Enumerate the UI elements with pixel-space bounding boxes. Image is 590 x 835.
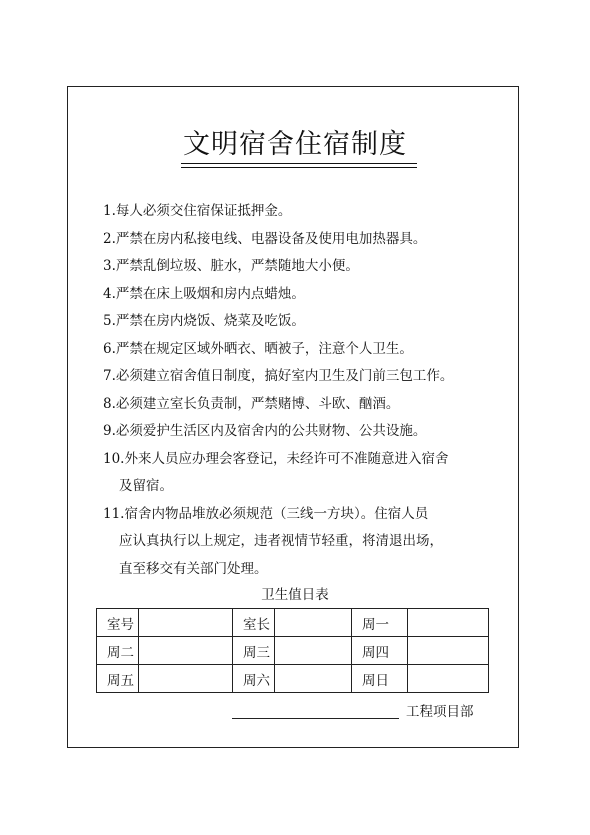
duty-blank-cell[interactable] [408, 665, 489, 693]
department-name: 工程项目部 [406, 704, 474, 720]
duty-label-cell: 周四 [352, 637, 408, 665]
duty-label-cell: 周六 [233, 665, 275, 693]
duty-label-cell: 室号 [97, 609, 139, 637]
duty-table-caption: 卫生值日表 [261, 587, 329, 603]
rule-item: 1.每人必须交住宿保证抵押金。 [103, 203, 292, 219]
duty-label-cell: 周二 [97, 637, 139, 665]
rule-item: 5.严禁在房内烧饭、烧菜及吃饭。 [103, 313, 305, 329]
duty-blank-cell[interactable] [139, 609, 233, 637]
rule-item-continuation: 及留宿。 [119, 478, 173, 494]
rule-item: 3.严禁乱倒垃圾、脏水，严禁随地大小便。 [103, 258, 359, 274]
duty-blank-cell[interactable] [139, 665, 233, 693]
rule-item-continuation: 应认真执行以上规定，违者视情节轻重，将清退出场， [119, 533, 443, 549]
duty-table-row [97, 665, 489, 693]
duty-blank-cell[interactable] [408, 609, 489, 637]
signature-line [232, 718, 399, 719]
duty-blank-cell[interactable] [408, 637, 489, 665]
title-underline [181, 163, 417, 164]
duty-label-cell: 室长 [233, 609, 275, 637]
rule-item: 4.严禁在床上吸烟和房内点蜡烛。 [103, 285, 305, 302]
duty-label-cell: 周日 [352, 665, 408, 693]
duty-blank-cell[interactable] [275, 637, 352, 665]
rule-item: 11.宿舍内物品堆放必须规范（三线一方块）。住宿人员 [103, 505, 429, 522]
rules-list [103, 198, 508, 583]
duty-table [96, 608, 489, 693]
title-underline-double [181, 167, 417, 168]
rule-item: 2.严禁在房内私接电线、电器设备及使用电加热器具。 [103, 230, 427, 247]
rule-item: 9.必须爱护生活区内及宿舍内的公共财物、公共设施。 [103, 423, 427, 439]
rule-item: 8.必须建立室长负责制，严禁赌博、斗欧、酗酒。 [103, 395, 400, 412]
duty-table-row [97, 637, 489, 665]
duty-label-cell: 周一 [352, 609, 408, 637]
duty-blank-cell[interactable] [139, 637, 233, 665]
duty-label-cell: 周五 [97, 665, 139, 693]
duty-blank-cell[interactable] [275, 609, 352, 637]
document-title: 文明宿舍住宿制度 [183, 129, 407, 160]
duty-blank-cell[interactable] [275, 665, 352, 693]
rule-item: 10.外来人员应办理会客登记，未经许可不准随意进入宿舍 [103, 450, 449, 467]
duty-label-cell: 周三 [233, 637, 275, 665]
rule-item: 7.必须建立宿舍值日制度，搞好室内卫生及门前三包工作。 [103, 368, 454, 384]
duty-table-row [97, 609, 489, 637]
rule-item: 6.严禁在规定区域外晒衣、晒被子，注意个人卫生。 [103, 340, 413, 357]
rule-item-continuation: 直至移交有关部门处理。 [119, 560, 268, 577]
